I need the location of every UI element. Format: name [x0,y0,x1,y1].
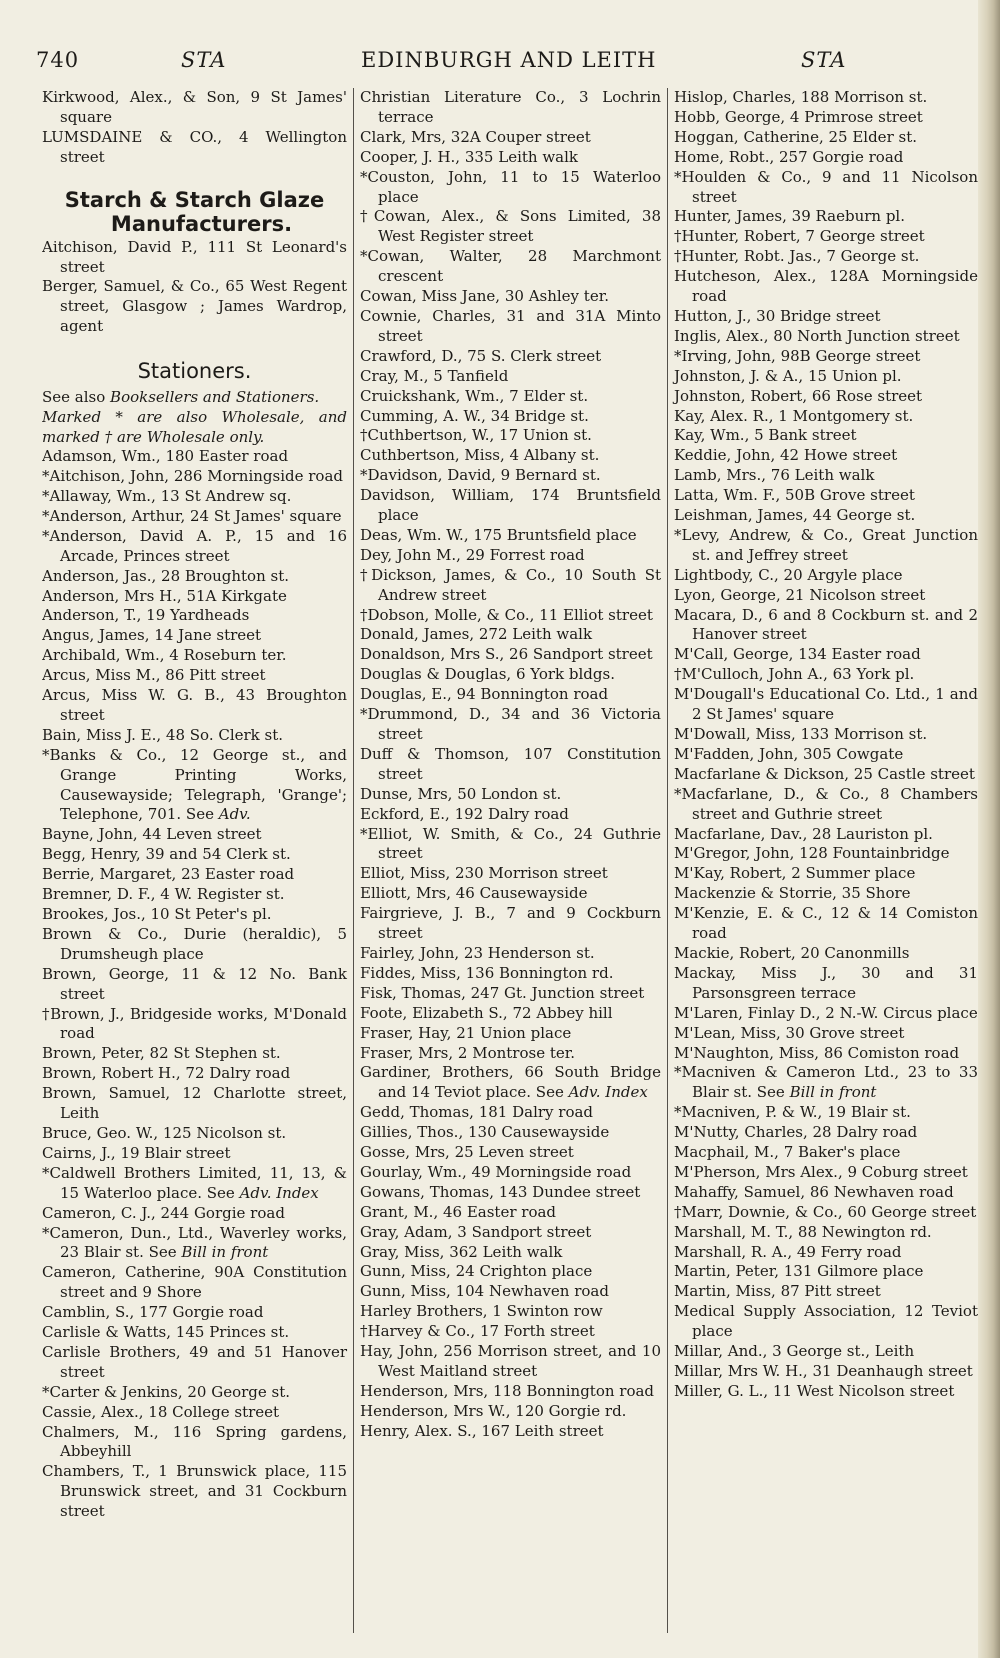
listing-entry: Brown & Co., Durie (heraldic), 5 Drumsheugh place [42,924,347,963]
listing-entry: Chambers, T., 1 Brunswick place, 115 Brunswick street, and 31 Cockburn street [42,1462,347,1521]
listing-entry: Hutton, J., 30 Bridge street [674,306,881,325]
listing-entry: Latta, Wm. F., 50B Grove street [674,486,915,505]
listing-entry: Aitchison, David P., 111 St Leonard's street [42,237,347,276]
listing-entry: Henry, Alex. S., 167 Leith street [360,1421,604,1440]
column-1 [42,88,354,1633]
listing-entry: Martin, Miss, 87 Pitt street [674,1282,881,1301]
starch-entries [42,238,347,338]
listing-entry: Bain, Miss J. E., 48 So. Clerk st. [42,725,284,744]
listing-entry: Douglas & Douglas, 6 York bldgs. [360,665,615,684]
listing-entry: †Dobson, Molle, & Co., 11 Elliot street [360,605,653,624]
listing-entry: Marshall, R. A., 49 Ferry road [674,1242,902,1261]
listing-entry: Kirkwood, Alex., & Son, 9 St James' square [42,88,347,126]
listing-entry: Cumming, A. W., 34 Bridge st. [360,406,589,425]
listing-entry: *Anderson, David A. P., 15 and 16 Arcade, Princes street [42,526,347,565]
listing-entry: Brown, Robert H., 72 Dalry road [42,1064,291,1083]
listing-entry: Mackie, Robert, 20 Canonmills [674,943,910,962]
stationers-entries-a [42,447,347,746]
listing-entry: M'Kenzie, E. & C., 12 & 14 Comiston road [674,904,978,943]
listing-entry: *Drummond, D., 34 and 36 Victoria street [360,705,661,743]
listing-entry: Cruickshank, Wm., 7 Elder st. [360,386,589,405]
listing-entry: Mahaffy, Samuel, 86 Newhaven road [674,1182,954,1201]
listing-entry: Chalmers, M., 116 Spring gardens, Abbeyhill [42,1422,347,1461]
col3-entries-b [674,1103,978,1402]
listing-entry: Cassie, Alex., 18 College street [42,1402,280,1421]
listing-entry: Gourlay, Wm., 49 Morningside road [360,1162,632,1181]
listing-entry: M'Kay, Robert, 2 Summer place [674,864,916,883]
listing-entry: M'Fadden, John, 305 Cowgate [674,744,904,763]
listing-entry: Anderson, T., 19 Yardheads [42,606,250,625]
listing-entry: Christian Literature Co., 3 Lochrin terrace [360,88,661,126]
col3-entries-a [674,88,978,1063]
listing-entry: Henderson, Mrs W., 120 Gorgie rd. [360,1401,627,1420]
listing-entry: Anderson, Jas., 28 Broughton st. [42,566,290,585]
listing-entry: Fairley, John, 23 Henderson st. [360,943,595,962]
listing-entry: Fraser, Mrs, 2 Montrose ter. [360,1043,576,1062]
listing-entry: Davidson, William, 174 Bruntsfield place [360,486,661,525]
listing-entry: Grant, M., 46 Easter road [360,1202,557,1221]
listing-entry: Donald, James, 272 Leith walk [360,625,593,644]
listing-entry: Archibald, Wm., 4 Roseburn ter. [42,646,287,665]
listing-entry: Dunse, Mrs, 50 London st. [360,784,562,803]
listing-entry: M'Laren, Finlay D., 2 N.-W. Circus place [674,1003,978,1022]
listing-entry: †Dickson, James, & Co., 10 South St Andrew street [360,565,661,604]
column-3 [668,88,978,1633]
listing-entry: Cameron, C. J., 244 Gorgie road [42,1203,285,1222]
listing-entry: Marshall, M. T., 88 Newington rd. [674,1222,932,1241]
listing-entry: Millar, And., 3 George st., Leith [674,1342,915,1361]
listing-entry: Mackenzie & Storrie, 35 Shore [674,884,911,903]
listing-entry: Macara, D., 6 and 8 Cockburn st. and 2 Hanover street [674,605,978,644]
listing-entry: Fraser, Hay, 21 Union place [360,1023,572,1042]
running-head [36,48,972,78]
listing-entry: †Brown, J., Bridgeside works, M'Donald road [42,1004,347,1043]
listing-entry: Inglis, Alex., 80 North Junction street [674,326,960,345]
col2-entries-a [360,88,661,1063]
listing-entry: Harley Brothers, 1 Swinton row [360,1302,603,1321]
listing-entry: Cray, M., 5 Tanfield [360,366,509,385]
listing-entry: Adamson, Wm., 180 Easter road [42,447,289,466]
listing-entry: Gedd, Thomas, 181 Dalry road [360,1103,594,1122]
section-heading-starch: Starch & Starch Glaze Manufacturers. [64,187,325,236]
listing-entry: M'Dougall's Educational Co. Ltd., 1 and 2 St James' square [674,685,978,724]
listing-entry: M'Gregor, John, 128 Fountainbridge [674,844,950,863]
listing-entry: M'Dowall, Miss, 133 Morrison st. [674,725,928,743]
listing-entry: *Carter & Jenkins, 20 George st. [42,1382,291,1401]
listing-entry: †Marr, Downie, & Co., 60 George street [674,1202,977,1221]
see-also-reference: Booksellers and Stationers. [110,388,320,407]
left-guide-word: STA [181,48,227,72]
listing-entry: †Harvey & Co., 17 Forth street [360,1322,595,1341]
listing-entry: Johnston, Robert, 66 Rose street [674,386,923,405]
listing-entry: *Macfarlane, D., & Co., 8 Chambers street and Guthrie street [674,784,978,823]
listing-entry: Crawford, D., 75 S. Clerk street [360,346,602,365]
listing-entry: LUMSDAINE & CO., 4 Wellington street [42,127,347,166]
listing-entry: *Cameron, Dun., Ltd., Waverley works, 23 Blair st. See Bill in front [42,1223,347,1262]
stationers-entries-c [42,1263,347,1522]
col2-entries-b [360,1103,661,1441]
listing-entry: Carlisle Brothers, 49 and 51 Hanover street [42,1342,347,1381]
listing-entry: Donaldson, Mrs S., 26 Sandport street [360,645,653,664]
listing-entry: Elliott, Mrs, 46 Causewayside [360,884,588,903]
listing-entry: Eckford, E., 192 Dalry road [360,804,569,823]
listing-entry: Keddie, John, 42 Howe street [674,446,898,465]
listing-entry: Gowans, Thomas, 143 Dundee street [360,1182,641,1201]
listing-entry: Macfarlane, Dav., 28 Lauriston pl. [674,824,933,843]
listing-entry: Lyon, George, 21 Nicolson street [674,585,926,604]
listing-entry: Gillies, Thos., 130 Causewayside [360,1123,610,1142]
listing-entry: Gunn, Miss, 24 Crighton place [360,1262,593,1281]
listing-entry: Gosse, Mrs, 25 Leven street [360,1143,574,1162]
listing-entry: *Aitchison, John, 286 Morningside road [42,467,344,486]
listing-entry: †M'Culloch, John A., 63 York pl. [674,665,915,684]
listing-entry: Brookes, Jos., 10 St Peter's pl. [42,905,272,923]
listing-entry: *Irving, John, 98B George street [674,346,921,365]
listing-entry: Leishman, James, 44 George st. [674,506,916,525]
listing-entry: Berrie, Margaret, 23 Easter road [42,865,295,884]
listing-entry: Deas, Wm. W., 175 Bruntsfield place [360,525,637,544]
listing-entry: Bremner, D. F., 4 W. Register st. [42,885,285,904]
listing-entry: Anderson, Mrs H., 51A Kirkgate [42,586,287,605]
listing-entry: Hunter, James, 39 Raeburn pl. [674,207,905,226]
listing-entry: M'Naughton, Miss, 86 Comiston road [674,1043,960,1062]
listing-entry: Foote, Elizabeth S., 72 Abbey hill [360,1003,613,1022]
listing-entry: Johnston, J. & A., 15 Union pl. [674,366,902,385]
listing-entry: Gray, Adam, 3 Sandport street [360,1222,592,1241]
listing-entry: *Couston, John, 11 to 15 Waterloo place [360,167,661,206]
listing-entry: Clark, Mrs, 32A Couper street [360,127,591,146]
listing-entry: *Allaway, Wm., 13 St Andrew sq. [42,486,292,505]
listing-entry: Millar, Mrs W. H., 31 Deanhaugh street [674,1362,973,1380]
listing-entry: Douglas, E., 94 Bonnington road [360,685,609,704]
listing-entry: †Hunter, Robert, 7 George street [674,227,925,246]
listing-entry: †Cuthbertson, W., 17 Union st. [360,426,592,445]
listing-entry: Cairns, J., 19 Blair street [42,1143,231,1162]
listing-entry: Arcus, Miss W. G. B., 43 Broughton street [42,686,347,724]
see-also-note: See also Booksellers and Stationers. [42,388,320,407]
listing-entry: Martin, Peter, 131 Gilmore place [674,1262,924,1281]
listing-entry: Medical Supply Association, 12 Teviot place [674,1302,978,1341]
listing-entry: Hay, John, 256 Morrison street, and 10 West Maitland street [360,1342,661,1380]
listing-entry: Fairgrieve, J. B., 7 and 9 Cockburn street [360,904,661,943]
listing-entry: Hobb, George, 4 Primrose street [674,107,923,126]
column-2 [354,88,668,1633]
listing-entry: *Caldwell Brothers Limited, 11, 13, & 15 Waterloo place. See Adv. Index [42,1163,347,1202]
listing-entry: Mackay, Miss J., 30 and 31 Parsonsgreen terrace [674,963,978,1002]
listing-entry: Macphail, M., 7 Baker's place [674,1143,901,1162]
listing-entry: Carlisle & Watts, 145 Princes st. [42,1323,290,1342]
listing-entry: Angus, James, 14 Jane street [42,626,262,645]
listing-entry: *Macniven & Cameron Ltd., 23 to 33 Blair st. See Bill in front [674,1063,978,1102]
listing-entry: Henderson, Mrs, 118 Bonnington road [360,1381,655,1400]
listing-entry: Kay, Alex. R., 1 Montgomery st. [674,406,914,425]
directory-columns [42,88,978,1633]
col1-top-entries [42,88,347,168]
listing-entry: Brown, Samuel, 12 Charlotte street, Leith [42,1084,347,1123]
listing-entry: Miller, G. L., 11 West Nicolson street [674,1381,955,1400]
listing-entry: Hutcheson, Alex., 128A Morningside road [674,267,978,306]
listing-entry: Cownie, Charles, 31 and 31A Minto street [360,306,661,345]
listing-entry: Elliot, Miss, 230 Morrison street [360,864,608,883]
marked-note: Marked * are also Wholesale, and marked † are Wholesale only. [42,408,347,447]
listing-entry: Brown, George, 11 & 12 No. Bank street [42,964,347,1003]
listing-entry: Hoggan, Catherine, 25 Elder st. [674,127,917,146]
listing-entry: Dey, John M., 29 Forrest road [360,545,585,564]
listing-entry: *Davidson, David, 9 Bernard st. [360,466,601,485]
listing-entry: *Banks & Co., 12 George st., and Grange Printing Works, Causewayside; Telegraph, 'Grange'; Telephone, 701. See Adv. [42,745,347,824]
listing-entry: M'Nutty, Charles, 28 Dalry road [674,1123,918,1142]
listing-entry: *Anderson, Arthur, 24 St James' square [42,506,342,525]
listing-entry: Gray, Miss, 362 Leith walk [360,1242,563,1261]
listing-entry: Gunn, Miss, 104 Newhaven road [360,1282,609,1301]
listing-entry: *Cowan, Walter, 28 Marchmont crescent [360,247,661,286]
listing-entry: *Houlden & Co., 9 and 11 Nicolson street [674,167,978,206]
listing-entry: Bruce, Geo. W., 125 Nicolson st. [42,1123,287,1142]
listing-entry: Gardiner, Brothers, 66 South Bridge and 14 Teviot place. See Adv. Index [360,1063,661,1102]
listing-entry: Lamb, Mrs., 76 Leith walk [674,466,875,485]
listing-entry: Cuthbertson, Miss, 4 Albany st. [360,446,600,465]
listing-entry: Arcus, Miss M., 86 Pitt street [42,666,266,685]
listing-entry: †Cowan, Alex., & Sons Limited, 38 West Register street [360,207,661,246]
right-guide-word: STA [801,48,847,72]
listing-entry: Begg, Henry, 39 and 54 Clerk st. [42,845,291,864]
listing-entry: Kay, Wm., 5 Bank street [674,426,857,445]
listing-entry: Fisk, Thomas, 247 Gt. Junction street [360,983,645,1002]
listing-entry: Cameron, Catherine, 90A Constitution street and 9 Shore [42,1263,347,1302]
listing-entry: Cooper, J. H., 335 Leith walk [360,147,579,166]
page-title: EDINBURGH AND LEITH [361,48,657,72]
listing-entry: *Levy, Andrew, & Co., Great Junction st. and Jeffrey street [674,525,978,564]
listing-entry: M'Call, George, 134 Easter road [674,645,921,664]
listing-entry: Cowan, Miss Jane, 30 Ashley ter. [360,287,609,306]
listing-entry: M'Lean, Miss, 30 Grove street [674,1023,905,1042]
listing-entry: †Hunter, Robt. Jas., 7 George st. [674,247,920,266]
page-number: 740 [36,48,80,72]
listing-entry: Berger, Samuel, & Co., 65 West Regent street, Glasgow ; James Wardrop, agent [42,277,347,336]
section-heading-stationers: Stationers. [137,359,252,384]
listing-entry: Duff & Thomson, 107 Constitution street [360,744,661,783]
listing-entry: Lightbody, C., 20 Argyle place [674,565,903,584]
page-edge-shadow [978,0,1000,1658]
listing-entry: Fiddes, Miss, 136 Bonnington rd. [360,963,614,982]
stationers-entries-b [42,825,347,1163]
listing-entry: Macfarlane & Dickson, 25 Castle street [674,764,975,783]
listing-entry: M'Pherson, Mrs Alex., 9 Coburg street [674,1162,968,1181]
listing-entry: *Elliot, W. Smith, & Co., 24 Guthrie street [360,824,661,863]
listing-entry: Hislop, Charles, 188 Morrison st. [674,88,928,106]
listing-entry: Brown, Peter, 82 St Stephen st. [42,1044,281,1063]
listing-entry: Bayne, John, 44 Leven street [42,825,262,844]
listing-entry: Home, Robt., 257 Gorgie road [674,147,904,166]
listing-entry: Camblin, S., 177 Gorgie road [42,1303,264,1322]
listing-entry: *Macniven, P. & W., 19 Blair st. [674,1103,911,1122]
